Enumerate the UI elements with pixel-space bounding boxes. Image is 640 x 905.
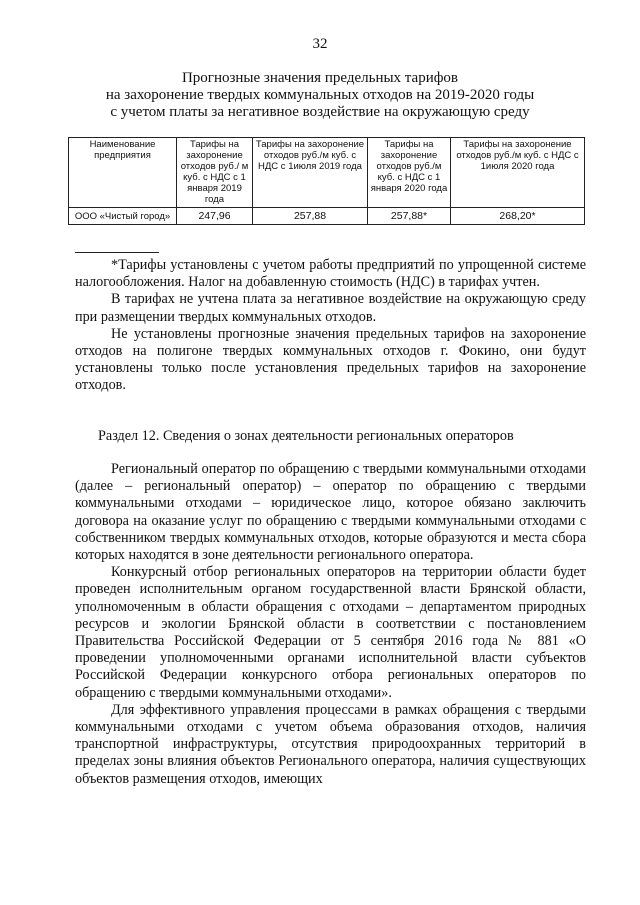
column-header-tariff-jul-2019: Тарифы на захоронение отходов руб./м куб. с НДС с 1июля 2019 года xyxy=(253,138,368,208)
fokino-landfill-paragraph: Не установлены прогнозные значения предельных тарифов на захоронение отходов на полигоне твердых коммунальных отходов г. Фокино, они будут установлены только после установления предельных тарифов на захоронение отходов. xyxy=(75,325,586,394)
table-row xyxy=(69,208,585,225)
title-line-2: на захоронение твердых коммунальных отходов на 2019-2020 годы xyxy=(105,87,535,103)
column-header-tariff-jan-2019: Тарифы на захоронение отходов руб./ м куб. с НДС с 1 января 2019 года xyxy=(177,138,253,208)
title-line-1: Прогнозные значения предельных тарифов xyxy=(181,70,459,86)
tariff-jul-2020-cell: 268,20* xyxy=(451,208,585,225)
environmental-fee-paragraph: В тарифах не учтена плата за негативное воздействие на окружающую среду при размещении твердых коммунальных отходов. xyxy=(75,291,586,325)
regional-operator-paragraph: Региональный оператор по обращению с твердыми коммунальными отходами (далее – региональный оператор) – оператор по обращению с твердыми коммунальными отходами – юридическое лицо, которое обязано заключить договора на оказание услуг по обращению с твердыми коммунальными отходами с собственником твердых коммунальных отходов, которые образуются и места сбора которых находятся в зоне деятельности регионального оператора. xyxy=(75,461,586,564)
company-name-cell: ООО «Чистый город» xyxy=(69,208,177,225)
footnote-paragraph: *Тарифы установлены с учетом работы предприятий по упрощенной системе налогообложения. Налог на добавленную стоимость (НДС) в тарифах учтен. xyxy=(75,257,586,291)
document-title xyxy=(60,70,580,121)
section-12-body xyxy=(75,461,586,788)
tariff-jan-2020-cell: 257,88* xyxy=(368,208,451,225)
competitive-selection-paragraph: Конкурсный отбор региональных операторов на территории области будет проведен исполнительным органом государственной власти Брянской области, уполномоченным в области обращения с отходами – департаментом природных ресурсов и экологии Брянской области в соответствии с постановлением Правительства Российской Федерации от 5 сентября 2016 года № 881 «О проведении уполномоченными органами исполнительной власти субъектов Российской Федерации конкурсного отбора региональных операторов по обращению с твердыми коммунальными отходами». xyxy=(75,564,586,701)
column-header-tariff-jul-2020: Тарифы на захоронение отходов руб./м куб. с НДС с 1июля 2020 года xyxy=(451,138,585,208)
tariff-jul-2019-cell: 257,88 xyxy=(253,208,368,225)
column-header-tariff-jan-2020: Тарифы на захоронение отходов руб./м куб. с НДС с 1 января 2020 года xyxy=(368,138,451,208)
title-line-3: с учетом платы за негативное воздействие на окружающую среду xyxy=(110,104,530,120)
column-header-company: Наименование предприятия xyxy=(69,138,177,208)
tariff-notes xyxy=(75,257,586,395)
section-heading: Раздел 12. Сведения о зонах деятельности региональных операторов xyxy=(98,428,514,444)
table-header-row xyxy=(69,138,585,208)
management-paragraph: Для эффективного управления процессами в рамках обращения с твердыми коммунальными отходами с учетом объема образования отходов, наличия транспортной инфраструктуры, отсутствия природоохранных территорий в пределах зоны влияния объектов Регионального оператора, наличия существующих объектов размещения отходов, имеющих xyxy=(75,701,586,787)
page-number: 32 xyxy=(312,36,328,52)
tariff-jan-2019-cell: 247,96 xyxy=(177,208,253,225)
tariff-table xyxy=(68,137,585,225)
footnote-divider xyxy=(75,252,159,253)
